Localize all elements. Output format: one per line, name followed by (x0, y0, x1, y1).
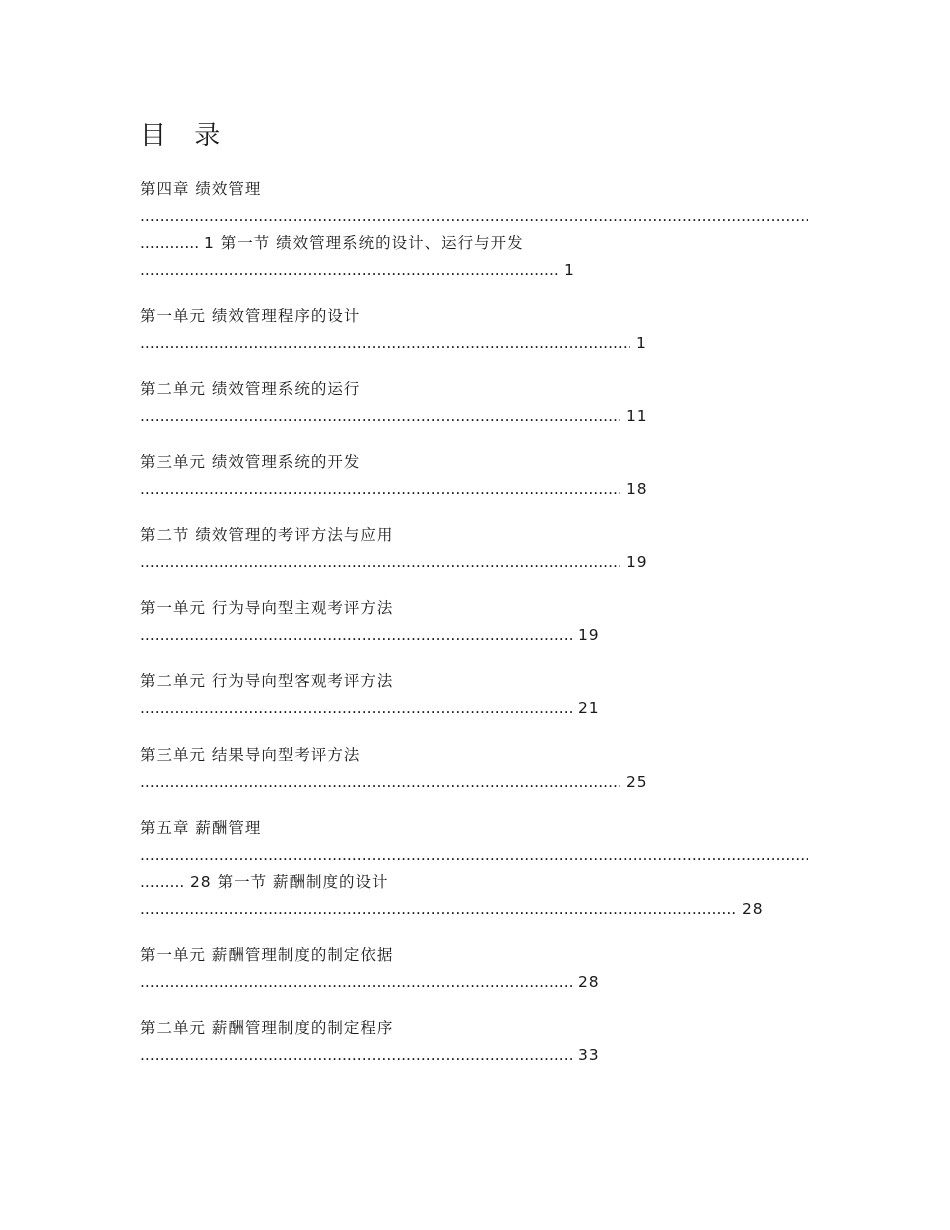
dot-leader (140, 405, 620, 427)
toc-leader-row (140, 405, 648, 427)
toc-page-number: 21 (577, 699, 600, 717)
toc-entry-label: 第三单元 绩效管理系统的开发 (140, 453, 361, 471)
toc-entry-label: 第二单元 薪酬管理制度的制定程序 (140, 1019, 394, 1037)
toc-chapter-heading: 第五章 薪酬管理 (140, 819, 262, 837)
dot-leader (140, 259, 558, 281)
toc-leader-row (140, 1044, 600, 1066)
toc-entry (140, 871, 389, 893)
toc-entry-label: 第一单元 薪酬管理制度的制定依据 (140, 946, 394, 964)
dot-leader (140, 332, 630, 354)
toc-page-number: 11 (625, 407, 648, 425)
toc-page-number: 28 (741, 900, 764, 918)
toc-leader-row (140, 697, 600, 719)
toc-entry-label: 第二单元 绩效管理系统的运行 (140, 380, 361, 398)
toc-section-heading: 第二节 绩效管理的考评方法与应用 (140, 526, 394, 544)
toc-entry-label: 第二单元 行为导向型客观考评方法 (140, 672, 394, 690)
toc-page-number: 25 (625, 773, 648, 791)
dot-leader (140, 551, 620, 573)
toc-entry-label: 第一节 绩效管理系统的设计、运行与开发 (220, 234, 524, 252)
dot-leader (140, 771, 620, 793)
toc-page-number: 28 (189, 873, 212, 891)
toc-leader-row (140, 332, 647, 354)
toc-entry-label: 第一节 薪酬制度的设计 (217, 873, 389, 891)
toc-page-number: 33 (577, 1046, 600, 1064)
toc-page-number: 28 (577, 973, 600, 991)
toc-entry-label: 第三单元 结果导向型考评方法 (140, 746, 361, 764)
toc-leader-row (140, 551, 648, 573)
toc-page-number: 1 (203, 234, 215, 252)
toc-leader-row (140, 624, 600, 646)
page-title: 目 录 (140, 121, 231, 151)
toc-entry-label: 第一单元 绩效管理程序的设计 (140, 307, 361, 325)
dot-leader (140, 205, 808, 227)
toc-leader-row (140, 205, 808, 227)
dot-leader (140, 232, 198, 254)
dot-leader (140, 478, 620, 500)
toc-chapter-heading: 第四章 绩效管理 (140, 180, 262, 198)
toc-page-number: 1 (635, 334, 647, 352)
dot-leader (140, 971, 572, 993)
toc-page-number: 1 (563, 261, 575, 279)
toc-leader-row (140, 971, 600, 993)
dot-leader (140, 844, 808, 866)
toc-entry (140, 232, 524, 254)
dot-leader (140, 697, 572, 719)
toc-leader-row (140, 478, 648, 500)
toc-leader-row (140, 844, 808, 866)
toc-leader-row (140, 898, 764, 920)
dot-leader (140, 898, 736, 920)
dot-leader (140, 871, 184, 893)
toc-page-number: 19 (625, 553, 648, 571)
toc-leader-row (140, 771, 648, 793)
dot-leader (140, 1044, 572, 1066)
toc-page-number: 18 (625, 480, 648, 498)
toc-page-number: 19 (577, 626, 600, 644)
toc-leader-row (140, 259, 575, 281)
dot-leader (140, 624, 572, 646)
toc-entry-label: 第一单元 行为导向型主观考评方法 (140, 599, 394, 617)
